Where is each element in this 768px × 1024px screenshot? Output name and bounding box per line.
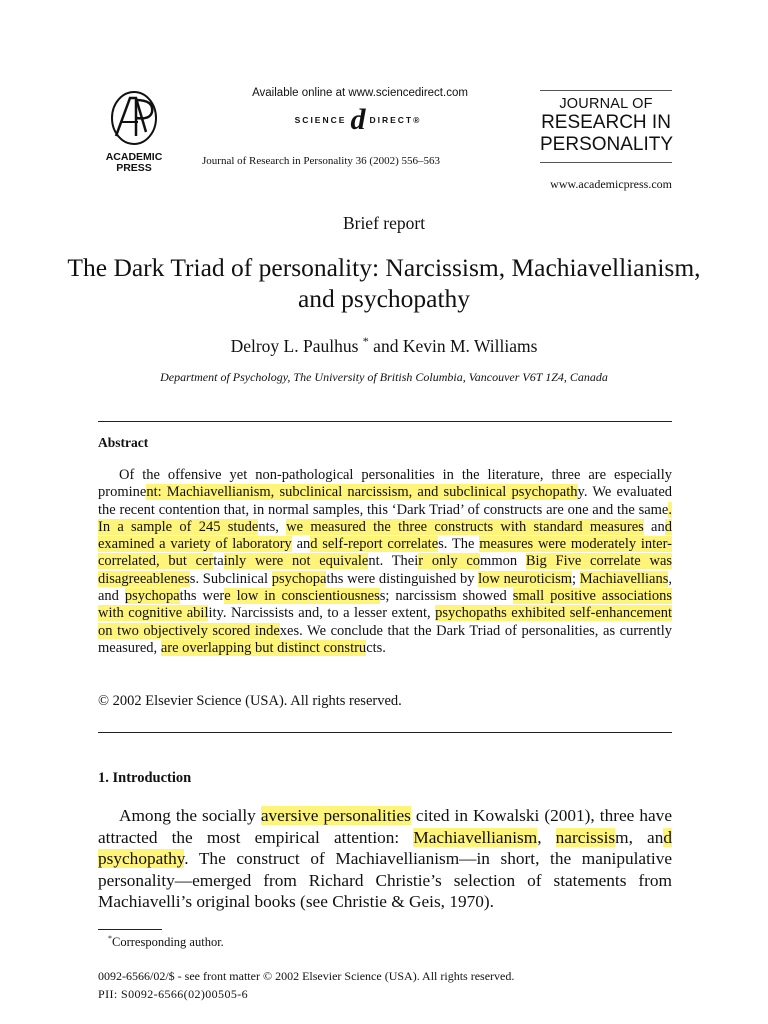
text-run: mmon (480, 553, 526, 570)
publisher-logo (94, 88, 174, 178)
text-run: s. The (438, 536, 480, 553)
highlighted-text[interactable]: d self-report correlate (310, 536, 439, 553)
text-run: m, an (615, 827, 664, 847)
article-type: Brief report (342, 213, 426, 233)
highlighted-text[interactable]: Machiavellians (579, 570, 669, 587)
highlighted-text[interactable]: low neuroticism (478, 570, 573, 587)
pii-line: PII: S0092-6566(02)00505-6 (98, 987, 249, 1001)
highlighted-text[interactable]: psychopa (271, 570, 327, 587)
text-run: nt. Thei (368, 553, 419, 570)
highlighted-text[interactable]: r only co (418, 553, 481, 570)
text-run: Among the socially (119, 806, 261, 825)
section-heading-introduction: 1. Introduction (98, 770, 192, 786)
text-run: an (643, 518, 665, 535)
corresponding-author-mark[interactable]: * (362, 334, 369, 348)
highlighted-text[interactable]: measures were moderately inter-correlated, but cer (98, 536, 672, 570)
text-run: s. Subclinical (189, 570, 272, 587)
journal-reference: Journal of Research in Personality 36 (2002) 556–563 (202, 155, 440, 167)
text-run: an (291, 536, 311, 553)
journal-brand-line2: RESEARCH IN (541, 112, 671, 133)
highlighted-text[interactable]: psychopaths exhibited self-enhancement on two objectively scored inde (98, 605, 672, 639)
sd-at-icon: d (350, 103, 366, 136)
sciencedirect-logo (258, 103, 458, 136)
publisher-name-line1: ACADEMIC (105, 151, 163, 163)
highlighted-text[interactable]: inly were not equivale (223, 553, 369, 570)
paper-title: The Dark Triad of personality: Narcissism, Machiavellianism, and psychopathy (67, 253, 701, 313)
journal-brand (540, 90, 672, 163)
text-run: xes. We conclude that the Dark Triad of personalities, as currently measured, (98, 622, 672, 656)
abstract-heading: Abstract (98, 435, 149, 450)
highlighted-text[interactable]: are overlapping but distinct constru (160, 639, 367, 656)
author-1: Delroy L. Paulhus (230, 335, 359, 356)
text-run: ta (213, 553, 224, 570)
abstract-bottom-rule (98, 732, 672, 733)
footnote-rule (98, 929, 162, 930)
highlighted-text[interactable]: Machiavellianism (413, 827, 538, 847)
footnote (108, 934, 224, 950)
publisher-name-line2: PRESS (116, 162, 152, 174)
text-run: Of the offensive yet non-pathological personalities in the literature, three are especially promine (98, 467, 672, 501)
highlighted-text[interactable]: d psychopathy (98, 827, 672, 868)
text-run: , and (98, 570, 672, 605)
highlighted-text[interactable]: e low in conscientiousnes (224, 588, 380, 605)
text-run: ths were distinguished by (326, 570, 479, 587)
footnote-mark: * (108, 934, 112, 943)
sd-direct-text: DIRECT® (369, 115, 422, 125)
text-run: , (537, 827, 556, 847)
highlighted-text[interactable]: narcissis (555, 827, 616, 847)
text-run: s; narcissism showed (379, 588, 513, 605)
text-run: nts, (258, 518, 287, 535)
highlighted-text[interactable]: . In a sample of 245 stude (98, 501, 672, 535)
sd-science-text: SCIENCE (294, 115, 347, 125)
authors (0, 334, 768, 357)
journal-url-link[interactable]: www.academicpress.com (550, 177, 672, 191)
highlighted-text[interactable]: Big Five correlate was disagreeablenes (98, 553, 673, 587)
available-online-text[interactable]: Available online at www.sciencedirect.com (252, 87, 468, 99)
abstract-copyright: © 2002 Elsevier Science (USA). All rights reserved. (98, 693, 402, 709)
author-2: and Kevin M. Williams (373, 335, 538, 356)
introduction-body (98, 805, 672, 913)
front-matter-line: 0092-6566/02/$ - see front matter © 2002 Elsevier Science (USA). All rights reserved. (98, 969, 515, 983)
highlighted-text[interactable]: nt: Machiavellianism, subclinical narcissism, and subclinical psychopath (146, 484, 578, 501)
text-run: ; (572, 570, 580, 587)
text-run: ths wer (179, 588, 225, 605)
text-run: . The construct of Machiavellianism—in short, the manipulative personality—emerged from Richard Christie’s selection of statements from Machiavelli’s original books (see Christie & Geis, 1970). (98, 849, 672, 911)
highlighted-text[interactable]: we measured the three constructs with standard measures (286, 518, 644, 535)
highlighted-text[interactable]: small positive associations with cognitive abil (98, 588, 672, 622)
highlighted-text[interactable]: d examined a variety of laboratory (98, 518, 672, 553)
academic-press-logo-icon (102, 88, 166, 152)
highlighted-text[interactable]: aversive personalities (260, 806, 411, 825)
affiliation: Department of Psychology, The University of British Columbia, Vancouver V6T 1Z4, Canada (160, 370, 608, 384)
abstract-body (98, 467, 672, 657)
text-run: cited in Kowalski (2001), three have attracted the most empirical attention: (98, 806, 672, 847)
footnote-text: Corresponding author. (112, 935, 224, 950)
text-run: y. We evaluated the recent contention that, in normal samples, this ‘Dark Triad’ of constructs are one and the same (98, 484, 673, 518)
journal-brand-line1: JOURNAL OF (559, 96, 653, 112)
abstract-top-rule (98, 421, 672, 422)
journal-brand-line3: PERSONALITY (540, 134, 674, 155)
text-run: ity. Narcissists and, to a lesser extent, (208, 605, 436, 622)
journal-brand-divider (540, 162, 672, 163)
text-run: cts. (366, 639, 386, 656)
highlighted-text[interactable]: psychopa (124, 588, 180, 605)
